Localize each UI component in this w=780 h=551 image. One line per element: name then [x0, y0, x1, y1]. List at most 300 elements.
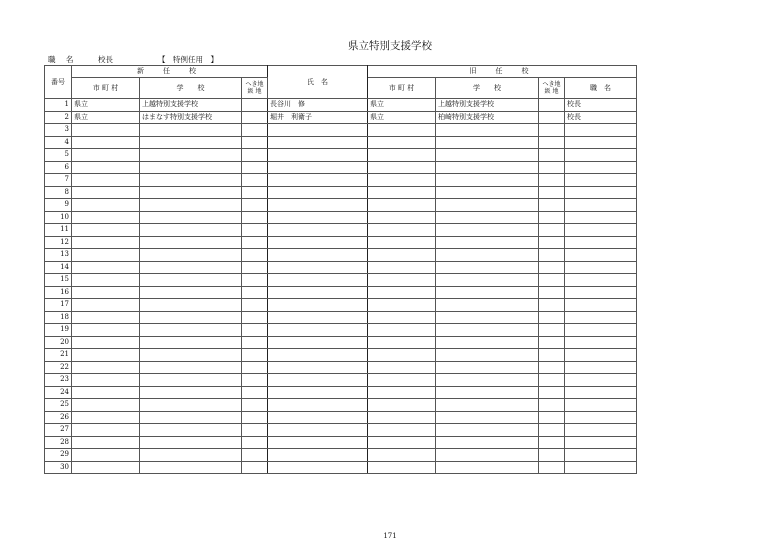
- old-city-cell: [368, 136, 436, 149]
- old-city-cell: [368, 386, 436, 399]
- old-city-cell: [368, 249, 436, 262]
- new-school-cell: [140, 124, 242, 137]
- new-remote-cell: [242, 461, 268, 474]
- old-city-cell: [368, 324, 436, 337]
- new-city-cell: [72, 161, 140, 174]
- person-name-cell: [268, 174, 368, 187]
- new-city-cell: [72, 124, 140, 137]
- new-remote-cell: [242, 174, 268, 187]
- new-school-cell: [140, 386, 242, 399]
- table-row: [45, 336, 637, 349]
- person-name-cell: [268, 349, 368, 362]
- transfer-roster-table: [44, 65, 637, 474]
- old-remote-cell: [539, 336, 565, 349]
- row-number: 2: [45, 111, 72, 124]
- new-remote-cell: [242, 449, 268, 462]
- table-row: [45, 174, 637, 187]
- new-city-cell: [72, 174, 140, 187]
- old-city-cell: [368, 274, 436, 287]
- row-number: 25: [45, 399, 72, 412]
- new-city-cell: [72, 261, 140, 274]
- new-school-cell: [140, 324, 242, 337]
- new-city-cell: [72, 399, 140, 412]
- new-city-cell: [72, 424, 140, 437]
- old-city-cell: [368, 174, 436, 187]
- document-title: 県立特別支援学校: [348, 40, 432, 52]
- job-title-cell: [565, 349, 637, 362]
- old-remote-cell: [539, 286, 565, 299]
- old-city-cell: [368, 436, 436, 449]
- table-row: [45, 299, 637, 312]
- old-city-cell: [368, 311, 436, 324]
- old-school-cell: [436, 224, 539, 237]
- table-row: [45, 261, 637, 274]
- row-number: 17: [45, 299, 72, 312]
- job-title-cell: 校長: [565, 111, 637, 124]
- old-city-cell: [368, 411, 436, 424]
- person-name-cell: [268, 399, 368, 412]
- new-remote-cell: [242, 299, 268, 312]
- new-school-cell: [140, 161, 242, 174]
- old-remote-cell: [539, 149, 565, 162]
- old-school-cell: [436, 124, 539, 137]
- row-number: 5: [45, 149, 72, 162]
- table-row: [45, 311, 637, 324]
- old-school-cell: [436, 324, 539, 337]
- table-row: [45, 399, 637, 412]
- old-city-cell: [368, 211, 436, 224]
- table-row: [45, 286, 637, 299]
- new-school-cell: [140, 374, 242, 387]
- header-new-city: 市 町 村: [72, 78, 140, 99]
- row-number: 22: [45, 361, 72, 374]
- old-school-cell: [436, 386, 539, 399]
- old-remote-cell: [539, 436, 565, 449]
- new-school-cell: [140, 136, 242, 149]
- person-name-cell: [268, 374, 368, 387]
- new-school-cell: [140, 349, 242, 362]
- new-school-cell: [140, 436, 242, 449]
- new-city-cell: 県立: [72, 99, 140, 112]
- person-name-cell: 堀井 利衛子: [268, 111, 368, 124]
- job-title-cell: [565, 286, 637, 299]
- job-title-cell: [565, 399, 637, 412]
- new-city-cell: [72, 211, 140, 224]
- new-remote-cell: [242, 149, 268, 162]
- table-row: [45, 274, 637, 287]
- new-school-cell: [140, 336, 242, 349]
- old-school-cell: 柏崎特別支援学校: [436, 111, 539, 124]
- old-school-cell: [436, 186, 539, 199]
- header-old-remote: へき地 級 地: [539, 78, 565, 99]
- row-number: 27: [45, 424, 72, 437]
- new-city-cell: 県立: [72, 111, 140, 124]
- person-name-cell: [268, 286, 368, 299]
- row-number: 16: [45, 286, 72, 299]
- job-title-cell: [565, 411, 637, 424]
- new-remote-cell: [242, 399, 268, 412]
- row-number: 6: [45, 161, 72, 174]
- new-school-cell: [140, 199, 242, 212]
- row-number: 20: [45, 336, 72, 349]
- header-old-school: 学 校: [436, 78, 539, 99]
- row-number: 24: [45, 386, 72, 399]
- job-title-cell: [565, 424, 637, 437]
- old-city-cell: [368, 449, 436, 462]
- row-number: 21: [45, 349, 72, 362]
- person-name-cell: [268, 386, 368, 399]
- new-city-cell: [72, 324, 140, 337]
- new-city-cell: [72, 286, 140, 299]
- old-city-cell: [368, 399, 436, 412]
- job-title-cell: [565, 211, 637, 224]
- person-name-cell: [268, 299, 368, 312]
- old-remote-cell: [539, 424, 565, 437]
- table-row: [45, 374, 637, 387]
- old-city-cell: [368, 124, 436, 137]
- row-number: 3: [45, 124, 72, 137]
- person-name-cell: [268, 336, 368, 349]
- table-row: [45, 124, 637, 137]
- new-school-cell: [140, 449, 242, 462]
- job-title-cell: [565, 449, 637, 462]
- person-name-cell: [268, 449, 368, 462]
- row-number: 8: [45, 186, 72, 199]
- job-title-cell: [565, 124, 637, 137]
- new-city-cell: [72, 311, 140, 324]
- old-city-cell: [368, 336, 436, 349]
- special-appointment-note: 【 特例任用 】: [158, 55, 218, 64]
- new-city-cell: [72, 411, 140, 424]
- old-remote-cell: [539, 374, 565, 387]
- old-remote-cell: [539, 399, 565, 412]
- old-remote-cell: [539, 324, 565, 337]
- new-school-cell: [140, 311, 242, 324]
- new-school-cell: [140, 361, 242, 374]
- new-remote-cell: [242, 199, 268, 212]
- header-number: 番号: [45, 66, 72, 99]
- new-city-cell: [72, 361, 140, 374]
- table-row: [45, 424, 637, 437]
- position-value: 校長: [98, 55, 113, 64]
- table-row: [45, 449, 637, 462]
- job-title-cell: [565, 274, 637, 287]
- old-school-cell: [436, 149, 539, 162]
- row-number: 11: [45, 224, 72, 237]
- person-name-cell: 長谷川 修: [268, 99, 368, 112]
- job-title-cell: [565, 299, 637, 312]
- old-city-cell: [368, 186, 436, 199]
- table-row: [45, 361, 637, 374]
- old-city-cell: [368, 261, 436, 274]
- new-city-cell: [72, 386, 140, 399]
- job-title-cell: [565, 136, 637, 149]
- new-city-cell: [72, 374, 140, 387]
- header-job: 職 名: [565, 78, 637, 99]
- old-remote-cell: [539, 461, 565, 474]
- person-name-cell: [268, 249, 368, 262]
- row-number: 29: [45, 449, 72, 462]
- new-school-cell: [140, 249, 242, 262]
- new-city-cell: [72, 186, 140, 199]
- new-city-cell: [72, 249, 140, 262]
- header-new-remote: へき地 級 地: [242, 78, 268, 99]
- new-remote-cell: [242, 136, 268, 149]
- person-name-cell: [268, 461, 368, 474]
- new-remote-cell: [242, 324, 268, 337]
- table-row: [45, 199, 637, 212]
- old-remote-cell: [539, 349, 565, 362]
- old-remote-cell: [539, 211, 565, 224]
- old-city-cell: [368, 161, 436, 174]
- new-school-cell: [140, 461, 242, 474]
- old-school-cell: [436, 236, 539, 249]
- old-school-cell: [436, 249, 539, 262]
- new-remote-cell: [242, 161, 268, 174]
- old-remote-cell: [539, 449, 565, 462]
- person-name-cell: [268, 324, 368, 337]
- old-remote-cell: [539, 361, 565, 374]
- new-remote-cell: [242, 211, 268, 224]
- new-city-cell: [72, 224, 140, 237]
- new-city-cell: [72, 274, 140, 287]
- old-remote-cell: [539, 274, 565, 287]
- row-number: 10: [45, 211, 72, 224]
- old-school-cell: [436, 261, 539, 274]
- new-remote-cell: [242, 224, 268, 237]
- person-name-cell: [268, 199, 368, 212]
- new-school-cell: はまなす特別支援学校: [140, 111, 242, 124]
- header-new-school-group: 新 任 校: [72, 66, 268, 78]
- old-school-cell: [436, 161, 539, 174]
- old-remote-cell: [539, 111, 565, 124]
- new-school-cell: [140, 274, 242, 287]
- old-remote-cell: [539, 386, 565, 399]
- row-number: 13: [45, 249, 72, 262]
- new-city-cell: [72, 336, 140, 349]
- old-school-cell: [436, 286, 539, 299]
- old-school-cell: [436, 411, 539, 424]
- old-remote-cell: [539, 236, 565, 249]
- row-number: 15: [45, 274, 72, 287]
- person-name-cell: [268, 311, 368, 324]
- new-remote-cell: [242, 186, 268, 199]
- row-number: 7: [45, 174, 72, 187]
- job-title-cell: [565, 161, 637, 174]
- new-school-cell: [140, 149, 242, 162]
- job-title-cell: [565, 261, 637, 274]
- new-remote-cell: [242, 411, 268, 424]
- old-remote-cell: [539, 199, 565, 212]
- person-name-cell: [268, 224, 368, 237]
- job-title-cell: [565, 186, 637, 199]
- new-remote-cell: [242, 261, 268, 274]
- table-row: [45, 99, 637, 112]
- old-school-cell: [436, 399, 539, 412]
- old-school-cell: [436, 461, 539, 474]
- header-new-school: 学 校: [140, 78, 242, 99]
- old-school-cell: [436, 274, 539, 287]
- old-city-cell: [368, 149, 436, 162]
- new-city-cell: [72, 136, 140, 149]
- person-name-cell: [268, 411, 368, 424]
- new-school-cell: [140, 224, 242, 237]
- job-title-cell: [565, 461, 637, 474]
- person-name-cell: [268, 274, 368, 287]
- new-school-cell: 上越特別支援学校: [140, 99, 242, 112]
- row-number: 28: [45, 436, 72, 449]
- old-city-cell: 県立: [368, 99, 436, 112]
- person-name-cell: [268, 361, 368, 374]
- table-row: [45, 149, 637, 162]
- table-row: [45, 461, 637, 474]
- old-city-cell: [368, 374, 436, 387]
- old-school-cell: [436, 311, 539, 324]
- table-row: [45, 324, 637, 337]
- new-remote-cell: [242, 361, 268, 374]
- old-school-cell: [436, 424, 539, 437]
- job-title-cell: [565, 386, 637, 399]
- new-school-cell: [140, 411, 242, 424]
- old-remote-cell: [539, 174, 565, 187]
- job-title-cell: [565, 374, 637, 387]
- old-city-cell: [368, 461, 436, 474]
- old-school-cell: [436, 299, 539, 312]
- new-school-cell: [140, 399, 242, 412]
- person-name-cell: [268, 211, 368, 224]
- new-remote-cell: [242, 286, 268, 299]
- old-city-cell: 県立: [368, 111, 436, 124]
- old-school-cell: [436, 374, 539, 387]
- new-remote-cell: [242, 311, 268, 324]
- old-city-cell: [368, 361, 436, 374]
- job-title-cell: [565, 174, 637, 187]
- job-title-cell: [565, 199, 637, 212]
- new-remote-cell: [242, 249, 268, 262]
- person-name-cell: [268, 161, 368, 174]
- old-school-cell: [436, 199, 539, 212]
- position-label: 職 名: [48, 55, 78, 64]
- new-school-cell: [140, 174, 242, 187]
- new-school-cell: [140, 261, 242, 274]
- person-name-cell: [268, 136, 368, 149]
- job-title-cell: [565, 311, 637, 324]
- header-name: 氏 名: [268, 66, 368, 99]
- job-title-cell: 校長: [565, 99, 637, 112]
- person-name-cell: [268, 261, 368, 274]
- table-row: [45, 249, 637, 262]
- new-school-cell: [140, 236, 242, 249]
- new-school-cell: [140, 286, 242, 299]
- new-remote-cell: [242, 374, 268, 387]
- new-school-cell: [140, 211, 242, 224]
- table-row: [45, 349, 637, 362]
- old-remote-cell: [539, 124, 565, 137]
- job-title-cell: [565, 149, 637, 162]
- new-city-cell: [72, 349, 140, 362]
- new-school-cell: [140, 299, 242, 312]
- new-city-cell: [72, 299, 140, 312]
- page-number: 171: [383, 532, 397, 540]
- old-school-cell: [436, 436, 539, 449]
- old-city-cell: [368, 199, 436, 212]
- table-row: [45, 186, 637, 199]
- old-remote-cell: [539, 136, 565, 149]
- new-remote-cell: [242, 236, 268, 249]
- old-school-cell: 上越特別支援学校: [436, 99, 539, 112]
- person-name-cell: [268, 236, 368, 249]
- new-school-cell: [140, 186, 242, 199]
- new-remote-cell: [242, 124, 268, 137]
- new-remote-cell: [242, 274, 268, 287]
- new-city-cell: [72, 199, 140, 212]
- table-row: [45, 436, 637, 449]
- old-school-cell: [436, 449, 539, 462]
- new-remote-cell: [242, 111, 268, 124]
- old-remote-cell: [539, 299, 565, 312]
- row-number: 30: [45, 461, 72, 474]
- row-number: 4: [45, 136, 72, 149]
- person-name-cell: [268, 436, 368, 449]
- new-city-cell: [72, 149, 140, 162]
- header-old-city: 市 町 村: [368, 78, 436, 99]
- new-city-cell: [72, 436, 140, 449]
- old-school-cell: [436, 136, 539, 149]
- row-number: 12: [45, 236, 72, 249]
- job-title-cell: [565, 336, 637, 349]
- old-school-cell: [436, 336, 539, 349]
- old-city-cell: [368, 236, 436, 249]
- old-remote-cell: [539, 186, 565, 199]
- old-city-cell: [368, 286, 436, 299]
- job-title-cell: [565, 236, 637, 249]
- new-city-cell: [72, 236, 140, 249]
- job-title-cell: [565, 224, 637, 237]
- row-number: 9: [45, 199, 72, 212]
- row-number: 19: [45, 324, 72, 337]
- table-row: [45, 224, 637, 237]
- new-city-cell: [72, 461, 140, 474]
- person-name-cell: [268, 424, 368, 437]
- new-remote-cell: [242, 349, 268, 362]
- person-name-cell: [268, 124, 368, 137]
- new-remote-cell: [242, 99, 268, 112]
- row-number: 23: [45, 374, 72, 387]
- table-row: [45, 161, 637, 174]
- job-title-cell: [565, 324, 637, 337]
- old-remote-cell: [539, 249, 565, 262]
- new-remote-cell: [242, 436, 268, 449]
- old-school-cell: [436, 174, 539, 187]
- old-remote-cell: [539, 224, 565, 237]
- old-remote-cell: [539, 411, 565, 424]
- header-old-school-group: 旧 任 校: [368, 66, 637, 78]
- old-remote-cell: [539, 311, 565, 324]
- table-row: [45, 411, 637, 424]
- new-remote-cell: [242, 336, 268, 349]
- table-row: [45, 136, 637, 149]
- new-remote-cell: [242, 386, 268, 399]
- table-row: [45, 236, 637, 249]
- job-title-cell: [565, 249, 637, 262]
- old-city-cell: [368, 224, 436, 237]
- job-title-cell: [565, 436, 637, 449]
- new-city-cell: [72, 449, 140, 462]
- new-remote-cell: [242, 424, 268, 437]
- row-number: 26: [45, 411, 72, 424]
- old-remote-cell: [539, 161, 565, 174]
- old-city-cell: [368, 349, 436, 362]
